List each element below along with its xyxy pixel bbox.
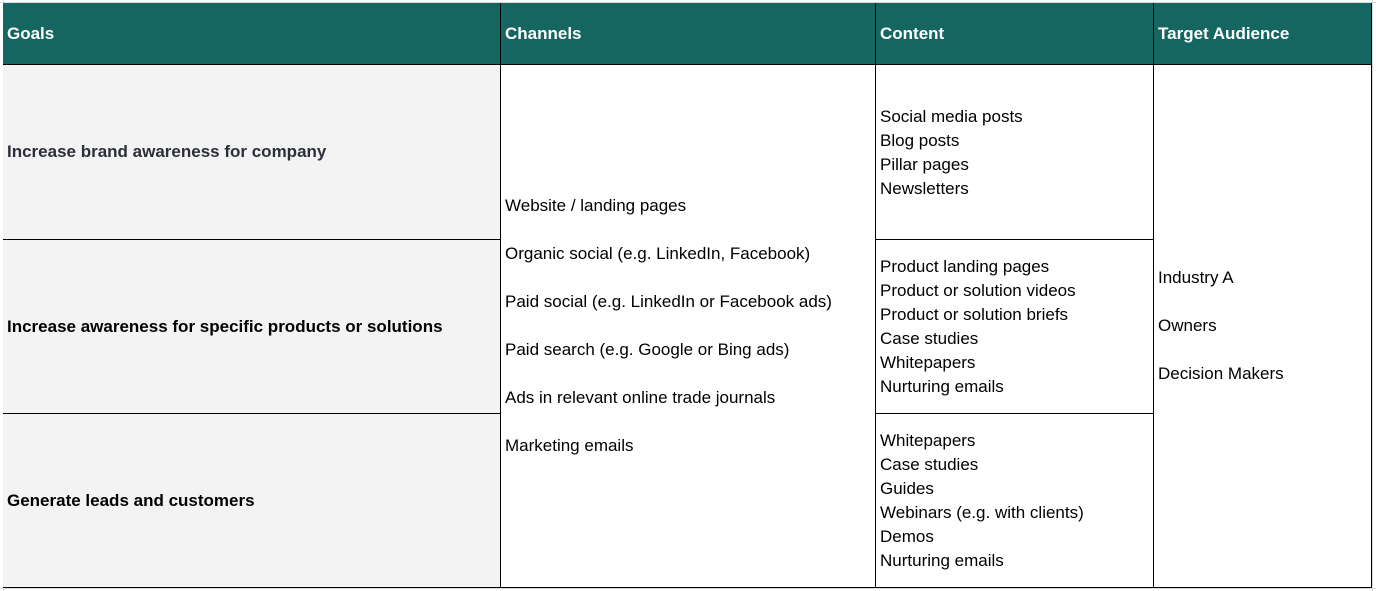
content-cell-1[interactable] — [876, 65, 1154, 240]
content-item: Blog posts — [880, 131, 960, 150]
goal-cell-3[interactable] — [3, 414, 501, 588]
content-item: Product landing pages — [880, 256, 1050, 276]
audience-list — [1158, 266, 1284, 386]
header-target-audience-label: Target Audience — [1158, 23, 1290, 43]
header-goals[interactable] — [3, 3, 501, 65]
content-item: Webinars (e.g. with clients) — [880, 502, 1084, 522]
audience-item: Decision Makers — [1158, 364, 1284, 383]
channel-item: Paid social (e.g. LinkedIn or Facebook ads) — [505, 292, 832, 311]
channels-list — [505, 194, 832, 458]
goal-text-3: Generate leads and customers — [7, 490, 255, 510]
goal-text-1: Increase brand awareness for company — [7, 142, 327, 161]
content-item: Whitepapers — [880, 430, 976, 450]
grid-line — [1372, 0, 1373, 591]
header-target-audience[interactable] — [1154, 3, 1372, 65]
channel-item: Ads in relevant online trade journals — [505, 388, 776, 407]
content-item: Nurturing emails — [880, 376, 1004, 396]
content-item: Social media posts — [880, 107, 1023, 126]
channel-item: Organic social (e.g. LinkedIn, Facebook) — [505, 244, 811, 263]
content-item: Guides — [880, 478, 934, 498]
content-list-1 — [880, 105, 1023, 201]
header-channels[interactable] — [501, 3, 876, 65]
content-item: Product or solution videos — [880, 280, 1076, 300]
content-list-2 — [880, 255, 1076, 399]
content-list-3 — [880, 429, 1084, 573]
content-item: Newsletters — [880, 179, 969, 198]
content-cell-2[interactable] — [876, 240, 1154, 414]
audience-item: Owners — [1158, 316, 1217, 335]
header-content-label: Content — [880, 23, 945, 43]
goal-text-2: Increase awareness for specific products or solutions — [7, 316, 443, 336]
channel-item: Marketing emails — [505, 436, 634, 455]
header-goals-label: Goals — [7, 23, 55, 43]
header-channels-label: Channels — [505, 23, 582, 43]
audience-cell[interactable] — [1154, 65, 1372, 588]
content-item: Nurturing emails — [880, 550, 1004, 570]
content-item: Whitepapers — [880, 352, 976, 372]
content-item: Pillar pages — [880, 155, 969, 174]
content-item: Case studies — [880, 328, 979, 348]
channel-item: Website / landing pages — [505, 196, 687, 215]
grid-line — [0, 588, 1376, 589]
channels-cell[interactable] — [501, 65, 876, 588]
goal-cell-2[interactable] — [3, 240, 501, 414]
channel-item: Paid search (e.g. Google or Bing ads) — [505, 340, 790, 359]
content-item: Demos — [880, 526, 934, 546]
content-item: Case studies — [880, 454, 979, 474]
audience-item: Industry A — [1158, 268, 1234, 287]
content-cell-3[interactable] — [876, 414, 1154, 588]
goal-cell-1[interactable] — [3, 65, 501, 240]
content-item: Product or solution briefs — [880, 304, 1069, 324]
header-content[interactable] — [876, 3, 1154, 65]
